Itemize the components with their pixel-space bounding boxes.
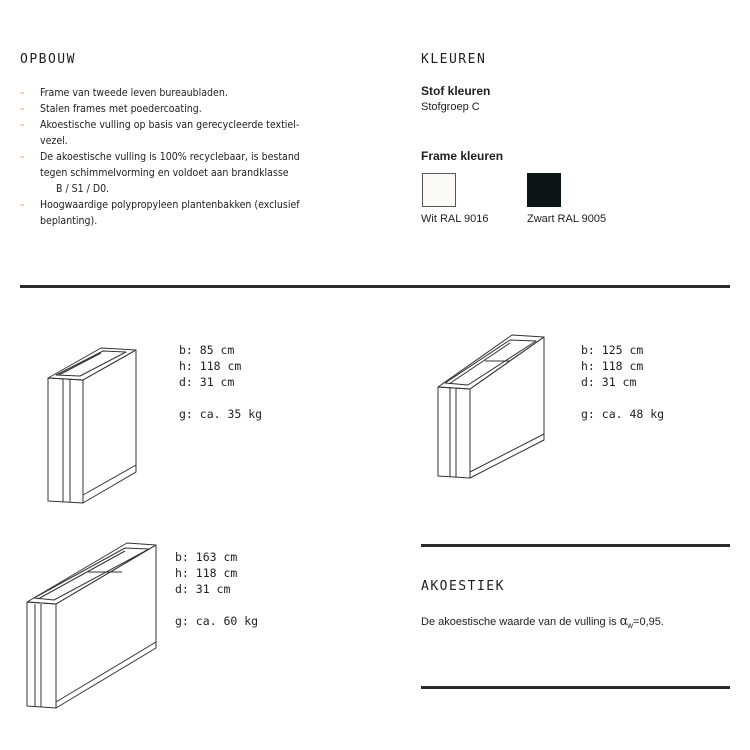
frame-kleuren-heading: Frame kleuren: [421, 149, 504, 163]
kleuren-title: KLEUREN: [421, 52, 487, 67]
opbouw-list: [20, 85, 340, 229]
planter-163-drawing: [22, 540, 162, 710]
spec-height: h: 118 cm: [175, 566, 238, 580]
spec-block-125: [581, 342, 664, 422]
spec-width: b: 163 cm: [175, 550, 238, 564]
spec-block-163: [175, 549, 258, 629]
spec-weight: g: ca. 60 kg: [175, 614, 259, 628]
opbouw-title: OPBOUW: [20, 52, 76, 67]
white-swatch-label: Wit RAL 9016: [421, 213, 489, 225]
spec-width: b: 85 cm: [179, 343, 235, 357]
spec-depth: d: 31 cm: [175, 582, 231, 596]
spec-block-85: [179, 342, 262, 422]
spec-weight: g: ca. 35 kg: [179, 407, 263, 421]
black-swatch-label: Zwart RAL 9005: [527, 213, 607, 225]
list-item: – Stalen frames met poedercoating.: [20, 103, 202, 115]
planter-125-drawing: [432, 330, 552, 480]
white-swatch: [422, 173, 456, 207]
section-divider: [20, 285, 730, 288]
black-swatch: [527, 173, 561, 207]
spec-depth: d: 31 cm: [179, 375, 235, 389]
spec-height: h: 118 cm: [179, 359, 242, 373]
list-item: – Hoogwaardige polypropyleen plantenbakken (exclusief beplanting).: [20, 199, 300, 227]
spec-weight: g: ca. 48 kg: [581, 407, 665, 421]
akoestiek-bottom-rule: [421, 686, 730, 689]
list-item: – Akoestische vulling op basis van gerecycleerde textiel- vezel.: [20, 119, 300, 147]
akoestiek-text: De akoestische waarde van de vulling is $\alpha_w=0,95$.: [421, 613, 664, 631]
planter-85-drawing: [40, 335, 150, 510]
akoestiek-title: AKOESTIEK: [421, 579, 505, 594]
akoestiek-top-rule: [421, 544, 730, 547]
spec-width: b: 125 cm: [581, 343, 644, 357]
list-item: – De akoestische vulling is 100% recyclebaar, is bestand tegen schimmelvorming en voldoet aan brandklasse B / S1 / D0.: [20, 151, 300, 195]
list-item: – Frame van tweede leven bureaubladen.: [20, 87, 228, 99]
stof-kleuren-value: Stofgroep C: [421, 101, 480, 113]
stof-kleuren-heading: Stof kleuren: [421, 84, 491, 98]
spec-depth: d: 31 cm: [581, 375, 637, 389]
spec-height: h: 118 cm: [581, 359, 644, 373]
